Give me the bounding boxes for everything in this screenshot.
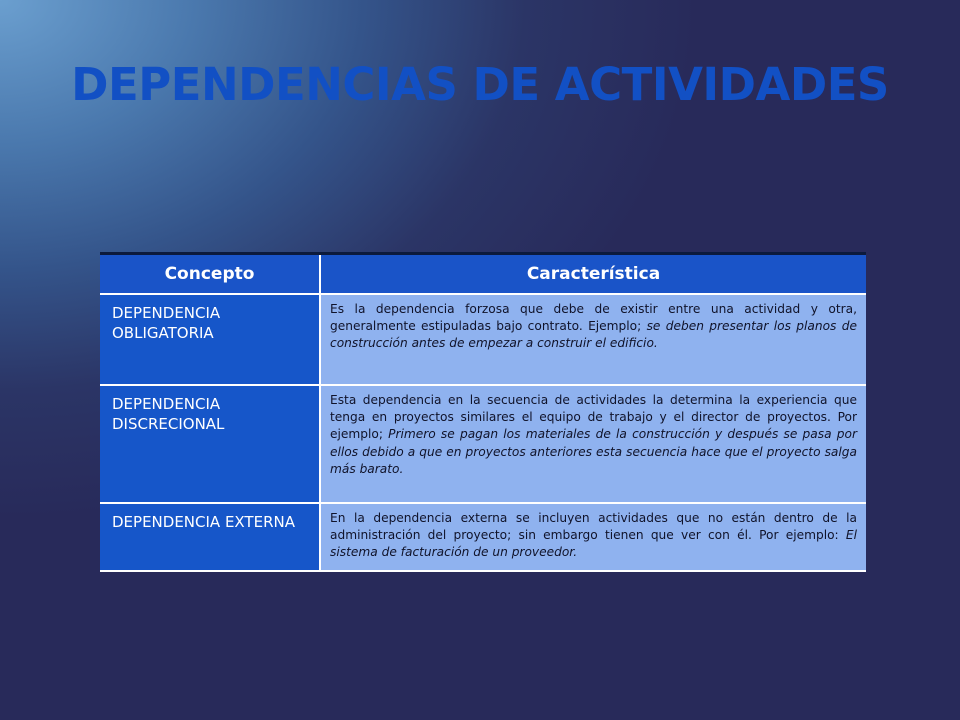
concept-cell: DEPENDENCIA EXTERNA — [100, 503, 320, 571]
description-text: Esta dependencia en la secuencia de actividades la determina la experiencia que tenga en proyectos similares el equipo de trabajo y el director de proyectos. Por ejemplo; — [330, 393, 857, 442]
table-row-discrecional — [100, 385, 866, 503]
table-row-obligatoria — [100, 294, 866, 385]
concept-cell: DEPENDENCIA OBLIGATORIA — [100, 294, 320, 385]
table-row-externa — [100, 503, 866, 571]
table-header-row — [100, 254, 866, 295]
description-cell — [320, 385, 866, 503]
slide-title: DEPENDENCIAS DE ACTIVIDADES — [71, 58, 889, 111]
description-example: El sistema de facturación de un proveedor. — [330, 528, 857, 560]
description-example: Primero se pagan los materiales de la construcción y después se pasa por ellos debido a que en proyectos anteriores esta secuencia hace que el proyecto salga más barato. — [330, 427, 857, 476]
dependencies-table — [100, 252, 866, 572]
header-caracteristica: Característica — [320, 254, 866, 295]
description-text: En la dependencia externa se incluyen actividades que no están dentro de la administración del proyecto; sin embargo tienen que ver con él. Por ejemplo: — [330, 511, 857, 543]
description-cell — [320, 503, 866, 571]
description-cell — [320, 294, 866, 385]
concept-cell: DEPENDENCIA DISCRECIONAL — [100, 385, 320, 503]
dependencies-table-container — [100, 252, 866, 572]
header-concepto: Concepto — [100, 254, 320, 295]
description-example: se deben presentar los planos de construcción antes de empezar a construir el edificio. — [330, 319, 857, 351]
description-text: Es la dependencia forzosa que debe de existir entre una actividad y otra, generalmente estipuladas bajo contrato. Ejemplo; — [330, 302, 857, 334]
